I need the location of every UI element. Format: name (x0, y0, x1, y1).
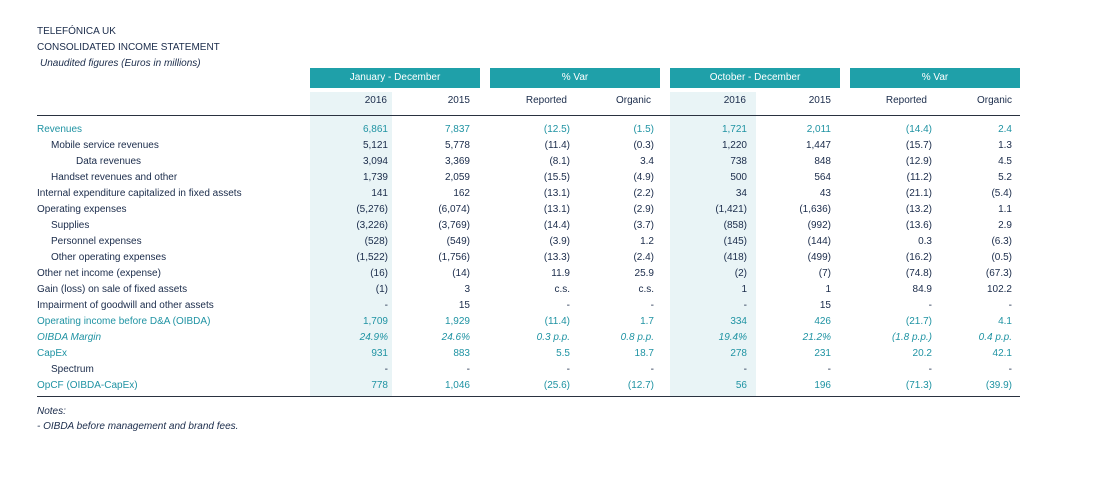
row-value: (5.4) (991, 188, 1012, 199)
col-header-2: 2015 (447, 95, 470, 106)
row-value: (4.9) (633, 172, 654, 183)
row-value: 1 (825, 284, 831, 295)
row-value: 6,861 (362, 124, 388, 135)
table-row (0, 122, 1100, 138)
row-label: OIBDA Margin (37, 332, 102, 343)
row-value: 1,721 (721, 124, 747, 135)
row-label: Spectrum (51, 364, 94, 375)
row-value: 1 (741, 284, 747, 295)
row-label: Personnel expenses (51, 236, 142, 247)
row-value: 2,011 (806, 124, 831, 135)
table-row (0, 362, 1100, 378)
row-value: 18.7 (634, 348, 654, 359)
table-top-rule (37, 115, 1020, 116)
row-value: (11.2) (906, 172, 932, 183)
row-value: (12.5) (543, 124, 570, 135)
row-label: Other operating expenses (51, 252, 167, 263)
row-value: 1.1 (998, 204, 1012, 215)
row-value: (25.6) (543, 380, 570, 391)
row-value: 1.2 (640, 236, 654, 247)
row-value: (0.3) (633, 140, 654, 151)
row-value: - (928, 364, 932, 375)
row-label: Operating expenses (37, 204, 127, 215)
row-value: - (384, 364, 388, 375)
row-value: 24.6% (441, 332, 470, 343)
table-row (0, 186, 1100, 202)
col-header-8: Organic (976, 95, 1012, 106)
row-value: - (384, 300, 388, 311)
col-header-1: 2016 (364, 95, 387, 106)
row-value: (13.1) (543, 188, 570, 199)
row-value: (1) (375, 284, 388, 295)
row-label: Handset revenues and other (51, 172, 178, 183)
row-value: 162 (453, 188, 470, 199)
row-value: (549) (446, 236, 470, 247)
row-value: (14.4) (905, 124, 932, 135)
row-value: (1,421) (715, 204, 747, 215)
row-value: 102.2 (986, 284, 1012, 295)
row-value: (13.6) (905, 220, 932, 231)
row-value: (15.5) (543, 172, 570, 183)
statement-subtitle: Unaudited figures (Euros in millions) (40, 58, 201, 69)
row-value: - (1008, 364, 1012, 375)
row-value: (13.2) (905, 204, 932, 215)
row-value: 3.4 (640, 156, 654, 167)
row-value: 5,121 (362, 140, 388, 151)
row-value: 42.1 (992, 348, 1012, 359)
row-value: 2.9 (998, 220, 1012, 231)
row-value: (2.2) (633, 188, 654, 199)
row-value: (11.4) (544, 140, 570, 151)
row-value: 0.8 p.p. (620, 332, 654, 343)
row-value: (992) (807, 220, 831, 231)
row-value: 931 (371, 348, 388, 359)
row-value: (14) (452, 268, 470, 279)
row-value: (14.4) (543, 220, 570, 231)
row-value: 20.2 (912, 348, 932, 359)
row-value: (39.9) (985, 380, 1012, 391)
row-value: 84.9 (912, 284, 932, 295)
row-value: (16.2) (905, 252, 932, 263)
row-label: Impairment of goodwill and other assets (37, 300, 214, 311)
row-value: (1,522) (356, 252, 388, 263)
row-value: (499) (807, 252, 831, 263)
row-value: 334 (730, 316, 747, 327)
row-value: 25.9 (634, 268, 654, 279)
row-value: (13.3) (543, 252, 570, 263)
row-value: 1,447 (805, 140, 831, 151)
row-value: (3.7) (633, 220, 654, 231)
row-value: - (650, 300, 654, 311)
row-value: (6.3) (991, 236, 1012, 247)
table-row (0, 266, 1100, 282)
row-value: 43 (819, 188, 831, 199)
row-value: (21.7) (905, 316, 932, 327)
row-value: (15.7) (905, 140, 932, 151)
table-row (0, 138, 1100, 154)
row-value: 738 (730, 156, 747, 167)
row-value: - (566, 364, 570, 375)
row-value: (858) (723, 220, 747, 231)
table-row (0, 330, 1100, 346)
col-header-7: Reported (885, 95, 927, 106)
table-row (0, 234, 1100, 250)
row-value: 1,929 (444, 316, 470, 327)
row-value: c.s. (638, 284, 654, 295)
table-row (0, 202, 1100, 218)
band-jan-dec: January - December (310, 68, 480, 88)
row-value: 426 (814, 316, 831, 327)
row-value: - (743, 300, 747, 311)
row-value: (6,074) (438, 204, 470, 215)
row-label: Supplies (51, 220, 90, 231)
row-value: (1.8 p.p.) (891, 332, 932, 343)
col-header-3: Reported (525, 95, 567, 106)
company-name: TELEFÓNICA UK (37, 26, 116, 37)
row-value: 564 (814, 172, 831, 183)
table-row (0, 298, 1100, 314)
row-value: 278 (730, 348, 747, 359)
row-value: 15 (458, 300, 470, 311)
table-row (0, 154, 1100, 170)
row-value: - (1008, 300, 1012, 311)
row-value: - (928, 300, 932, 311)
row-value: (418) (723, 252, 747, 263)
row-value: 11.9 (551, 268, 570, 279)
row-value: (2) (734, 268, 747, 279)
row-value: 196 (814, 380, 831, 391)
row-value: 1,709 (362, 316, 388, 327)
notes-title: Notes: (37, 406, 66, 417)
row-value: (7) (818, 268, 831, 279)
row-value: 21.2% (802, 332, 831, 343)
row-value: (3,226) (356, 220, 388, 231)
row-label: OpCF (OIBDA-CapEx) (37, 380, 138, 391)
statement-title: CONSOLIDATED INCOME STATEMENT (37, 42, 220, 53)
row-value: - (650, 364, 654, 375)
row-value: 231 (814, 348, 831, 359)
row-value: 5,778 (444, 140, 470, 151)
row-value: (11.4) (544, 316, 570, 327)
row-value: 19.4% (718, 332, 747, 343)
row-value: 1,739 (362, 172, 388, 183)
table-row (0, 378, 1100, 394)
row-value: 141 (371, 188, 388, 199)
row-label: Revenues (37, 124, 83, 135)
col-header-5: 2016 (723, 95, 746, 106)
row-value: 2.4 (998, 124, 1012, 135)
row-label: Gain (loss) on sale of fixed assets (37, 284, 188, 295)
row-label: CapEx (37, 348, 68, 359)
row-value: 1.3 (998, 140, 1012, 151)
table-row (0, 170, 1100, 186)
row-value: 34 (735, 188, 747, 199)
row-value: 5.5 (556, 348, 570, 359)
row-value: 4.5 (998, 156, 1012, 167)
row-value: 778 (371, 380, 388, 391)
row-value: (3,769) (438, 220, 470, 231)
row-value: (13.1) (543, 204, 570, 215)
row-value: (71.3) (905, 380, 932, 391)
row-value: c.s. (554, 284, 570, 295)
row-value: (1,636) (799, 204, 831, 215)
band-var-1: % Var (490, 68, 660, 88)
row-value: (21.1) (905, 188, 932, 199)
row-value: 500 (730, 172, 747, 183)
table-row (0, 218, 1100, 234)
row-value: 3,094 (362, 156, 388, 167)
row-label: Operating income before D&A (OIBDA) (37, 316, 211, 327)
row-value: (67.3) (985, 268, 1012, 279)
table-row (0, 314, 1100, 330)
row-value: (12.7) (627, 380, 654, 391)
row-value: 15 (819, 300, 831, 311)
row-value: (1,756) (438, 252, 470, 263)
row-value: (144) (807, 236, 831, 247)
row-value: 5.2 (998, 172, 1012, 183)
col-header-6: 2015 (808, 95, 831, 106)
row-value: (8.1) (549, 156, 570, 167)
row-value: (0.5) (991, 252, 1012, 263)
row-value: - (827, 364, 831, 375)
table-row (0, 346, 1100, 362)
col-header-4: Organic (615, 95, 651, 106)
row-value: (3.9) (549, 236, 570, 247)
row-value: (1.5) (633, 124, 654, 135)
row-value: (2.4) (633, 252, 654, 263)
row-value: 0.3 (918, 236, 932, 247)
row-value: (528) (364, 236, 388, 247)
row-value: 3,369 (444, 156, 470, 167)
row-value: (5,276) (356, 204, 388, 215)
row-value: (145) (723, 236, 747, 247)
row-value: - (466, 364, 470, 375)
band-oct-dec: October - December (670, 68, 840, 88)
row-value: 2,059 (444, 172, 470, 183)
row-value: 1,046 (444, 380, 470, 391)
row-value: 56 (735, 380, 747, 391)
row-value: 1,220 (721, 140, 747, 151)
row-value: 1.7 (640, 316, 654, 327)
row-value: 24.9% (359, 332, 388, 343)
notes-line: - OIBDA before management and brand fees. (37, 421, 239, 432)
row-value: 883 (453, 348, 470, 359)
row-value: (2.9) (633, 204, 654, 215)
row-label: Data revenues (76, 156, 142, 167)
row-value: 848 (814, 156, 831, 167)
row-value: - (743, 364, 747, 375)
band-var-2: % Var (850, 68, 1020, 88)
row-value: (74.8) (905, 268, 932, 279)
row-value: 3 (464, 284, 470, 295)
table-row (0, 282, 1100, 298)
row-value: 0.3 p.p. (536, 332, 570, 343)
row-label: Other net income (expense) (37, 268, 161, 279)
table-bottom-rule (37, 396, 1020, 397)
table-row (0, 250, 1100, 266)
row-label: Mobile service revenues (51, 140, 159, 151)
row-value: (12.9) (905, 156, 932, 167)
row-value: 7,837 (444, 124, 470, 135)
row-label: Internal expenditure capitalized in fixed assets (37, 188, 242, 199)
row-value: 4.1 (998, 316, 1012, 327)
row-value: 0.4 p.p. (978, 332, 1012, 343)
row-value: - (566, 300, 570, 311)
row-value: (16) (370, 268, 388, 279)
